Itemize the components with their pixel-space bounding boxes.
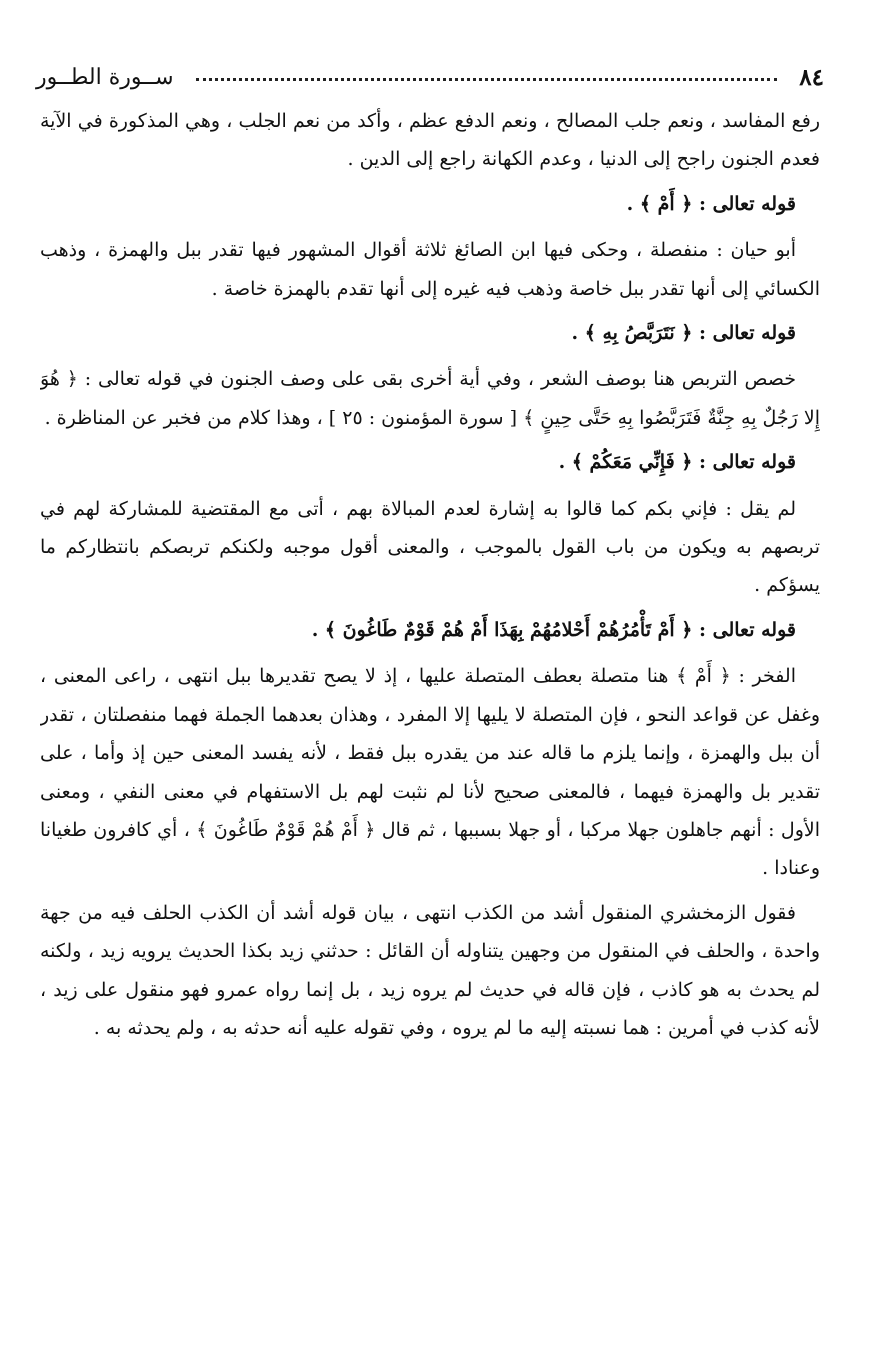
- paragraph: رفع المفاسد ، ونعم جلب المصالح ، ونعم الدفع عظم ، وأكد من نعم الجلب ، وهي المذكورة في الآية فعدم الجنون راجح إلى الدنيا ، وعدم الكهانة راجع إلى الدين .: [40, 110, 820, 171]
- paragraph: الفخر : ﴿ أَمْ ﴾ هنا متصلة بعطف المتصلة عليها ، إذ لا يصح تقديرها ببل انتهى ، راعى المعنى ، وغفل عن قواعد النحو ، فإن المتصلة لا يليها إلا المفرد ، وهذان بعدهما الجملة فهما منفصلتان ، تقدر أن ببل والهمزة ، وإنما يلزم ما قاله عند من يقدره ببل فقط ، لأنه يفسد المعنى حين إذ وأما ، على تقدير بل والهمزة فيهما ، فالمعنى صحيح لأنا لم نثبت لهم بل الاستفهام في معنى النفي ، ومعنى الأول : أنهم جاهلون جهلا مركبا ، أو جهلا بسببها ، ثم قال ﴿ أَمْ هُمْ قَوْمٌ طَاغُونَ ﴾ ، أي كافرون طغيانا وعنادا .: [40, 665, 820, 880]
- verse-heading: قوله تعالى : ﴿ أَمْ ﴾ .: [626, 192, 796, 215]
- surah-title: ســورة الطــور: [36, 64, 174, 90]
- verse-heading: قوله تعالى : ﴿ فَإِنِّي مَعَكُمْ ﴾ .: [558, 451, 796, 474]
- page-number: ٨٤: [799, 63, 824, 91]
- verse-heading: قوله تعالى : ﴿ نَتَرَبَّصُ بِهِ ﴾ .: [571, 322, 796, 345]
- paragraph: لم يقل : فإني بكم كما قالوا به إشارة لعدم المبالاة بهم ، أتى مع المقتضية للمشاركة لهم في تربصهم به ويكون من باب القول بالموجب ، والمعنى أقول موجبه ولكنكم تربصكم بانتظاركم ما يسؤكم .: [40, 497, 820, 597]
- paragraph: خصص التربص هنا بوصف الشعر ، وفي أية أخرى بقى على وصف الجنون في قوله تعالى : ﴿ هُوَ إِلا رَجُلٌ بِهِ جِنَّةٌ فَتَرَبَّصُوا بِهِ حَتَّى حِينٍ ﴾ [ سورة المؤمنون : ٢٥ ] ، وهذا كلام من فخبر عن المناظرة .: [40, 368, 820, 429]
- header-dotted-rule: [196, 78, 778, 81]
- paragraph: أبو حيان : منفصلة ، وحكى فيها ابن الصائغ ثلاثة أقوال المشهور فيها تقدر ببل والهمزة ، وذهب الكسائي إلى أنها تقدر ببل خاصة وذهب فيه غيره إلى أنها تقدم بالهمزة خاصة .: [40, 239, 820, 300]
- paragraph: فقول الزمخشري المنقول أشد من الكذب انتهى ، بيان قوله أشد أن الكذب الحلف فيه من جهة واحدة ، والحلف في المنقول من وجهين يتناوله أن القائل : حدثني زيد بكذا الحديث يرويه زيد ، ولكنه لم يحدث به هو كاذب ، فإن قاله في حديث لم يروه زيد ، بل إنما رواه عمرو فهو منقول على زيد ، لأنه كذب في أمرين : هما نسبته إليه ما لم يروه ، وفي تقوله عليه أنه حدثه به ، ولم يحدثه به .: [40, 901, 820, 1039]
- page-body: [40, 102, 820, 1322]
- page-header: [36, 60, 824, 94]
- verse-heading: قوله تعالى : ﴿ أَمْ تَأْمُرُهُمْ أَحْلامُهُمْ بِهَذَا أَمْ هُمْ قَوْمٌ طَاغُونَ ﴾ .: [311, 618, 796, 641]
